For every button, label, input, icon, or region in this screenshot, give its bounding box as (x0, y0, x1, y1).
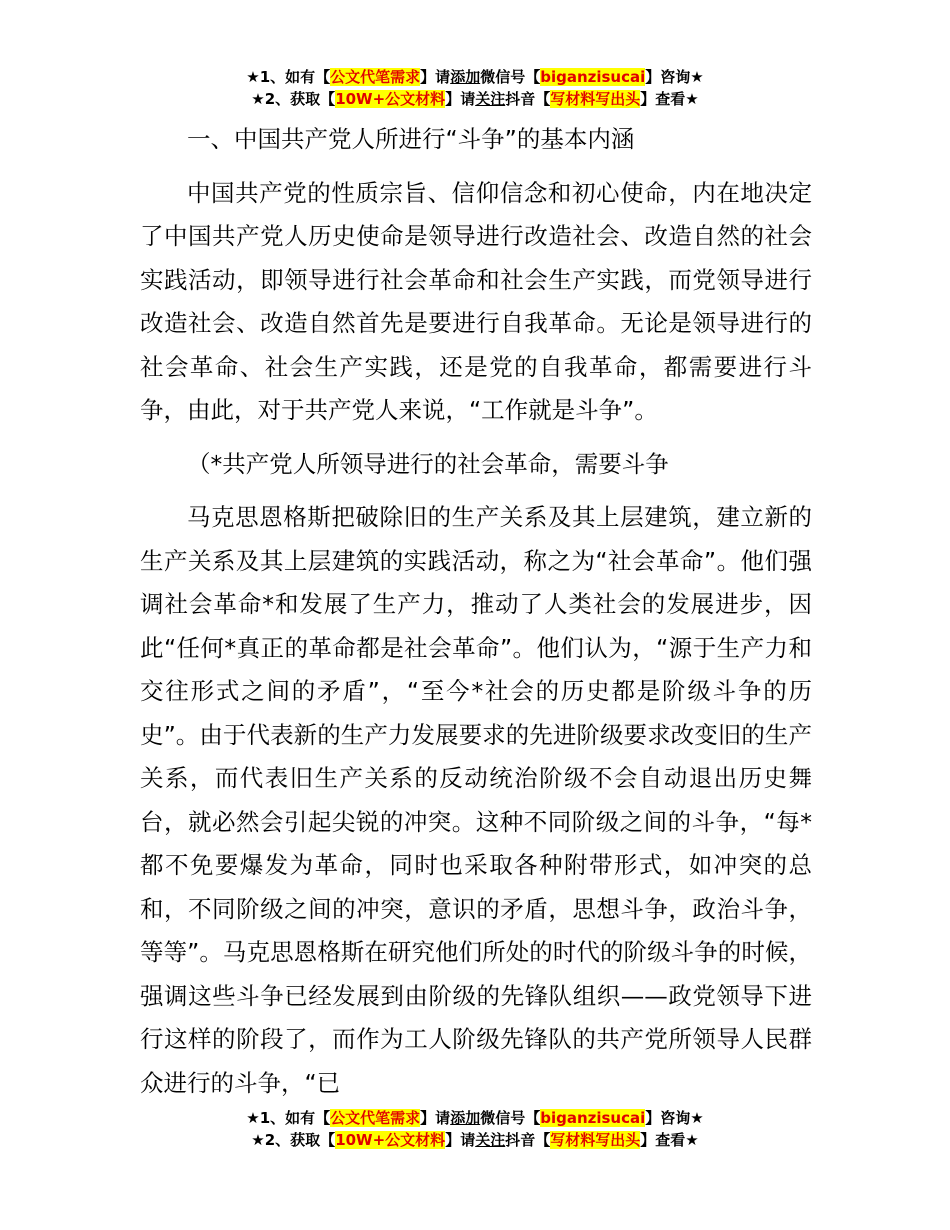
banner-highlight-douyin-id: 写材料写出头 (550, 1131, 641, 1149)
banner-text: 微信号【 (480, 68, 541, 86)
banner-line-1 (0, 66, 950, 88)
banner-text: 】请 (445, 1131, 476, 1149)
banner-highlight-douyin-id: 写材料写出头 (550, 90, 641, 108)
banner-text: ★1、如有【 (246, 68, 331, 86)
banner-underline: 关注 (475, 1131, 506, 1149)
banner-text: 】请 (420, 68, 451, 86)
banner-text: 】查看★ (640, 90, 699, 108)
banner-highlight-wechat-id: biganzisucai (540, 68, 646, 86)
banner-underline: 关注 (475, 90, 506, 108)
section-heading: 一、中国共产党人所进行“斗争”的基本内涵 (187, 125, 635, 153)
footer-banner (0, 1107, 950, 1151)
banner-highlight-service: 公文代笔需求 (330, 1109, 421, 1127)
banner-highlight-materials: 10W+公文材料 (335, 1131, 446, 1149)
banner-text: 】请 (445, 90, 476, 108)
banner-text: 】请 (420, 1109, 451, 1127)
banner-text: 微信号【 (480, 1109, 541, 1127)
banner-text: 】咨询★ (645, 68, 704, 86)
subsection-heading: （*共产党人所领导进行的社会革命，需要斗争 (187, 449, 669, 478)
banner-text: ★1、如有【 (246, 1109, 331, 1127)
banner-underline: 添加 (450, 1109, 481, 1127)
banner-text: ★2、获取【 (251, 1131, 336, 1149)
banner-text: ★2、获取【 (251, 90, 336, 108)
banner-text: 抖音【 (505, 1131, 551, 1149)
document-body (140, 118, 812, 1115)
banner-text: 】查看★ (640, 1131, 699, 1149)
banner-text: 】咨询★ (645, 1109, 704, 1127)
body-paragraph: 中国共产党的性质宗旨、信仰信念和初心使命，内在地决定了中国共产党人历史使命是领导进行改造社会、改造自然的社会实践活动，即领导进行社会革命和社会生产实践，而党领导进行改造社会、改造自然首先是要进行自我革命。无论是领导进行的社会革命、社会生产实践，还是党的自我革命，都需要进行斗争，由此，对于共产党人来说，“工作就是斗争”。 (140, 178, 812, 424)
header-banner (0, 66, 950, 110)
banner-highlight-wechat-id: biganzisucai (540, 1109, 646, 1127)
banner-line-1 (0, 1107, 950, 1129)
banner-line-2 (0, 1129, 950, 1151)
body-paragraph: 马克思恩格斯把破除旧的生产关系及其上层建筑，建立新的生产关系及其上层建筑的实践活动，称之为“社会革命”。他们强调社会革命*和发展了生产力，推动了人类社会的发展进步，因此“任何*真正的革命都是社会革命”。他们认为，“源于生产力和交往形式之间的矛盾”，“至今*社会的历史都是阶级斗争的历史”。由于代表新的生产力发展要求的先进阶级要求改变旧的生产关系，而代表旧生产关系的反动统治阶级不会自动退出历史舞台，就必然会引起尖锐的冲突。这种不同阶级之间的斗争，“每*都不免要爆发为革命，同时也采取各种附带形式，如冲突的总和，不同阶级之间的冲突，意识的矛盾，思想斗争，政治斗争，等等”。马克思恩格斯在研究他们所处的时代的阶级斗争的时候，强调这些斗争已经发展到由阶级的先锋队组织——政党领导下进行这样的阶段了，而作为工人阶级先锋队的共产党所领导人民群众进行的斗争，“已 (140, 503, 812, 1097)
banner-highlight-materials: 10W+公文材料 (335, 90, 446, 108)
banner-underline: 添加 (450, 68, 481, 86)
banner-highlight-service: 公文代笔需求 (330, 68, 421, 86)
banner-line-2 (0, 88, 950, 110)
banner-text: 抖音【 (505, 90, 551, 108)
